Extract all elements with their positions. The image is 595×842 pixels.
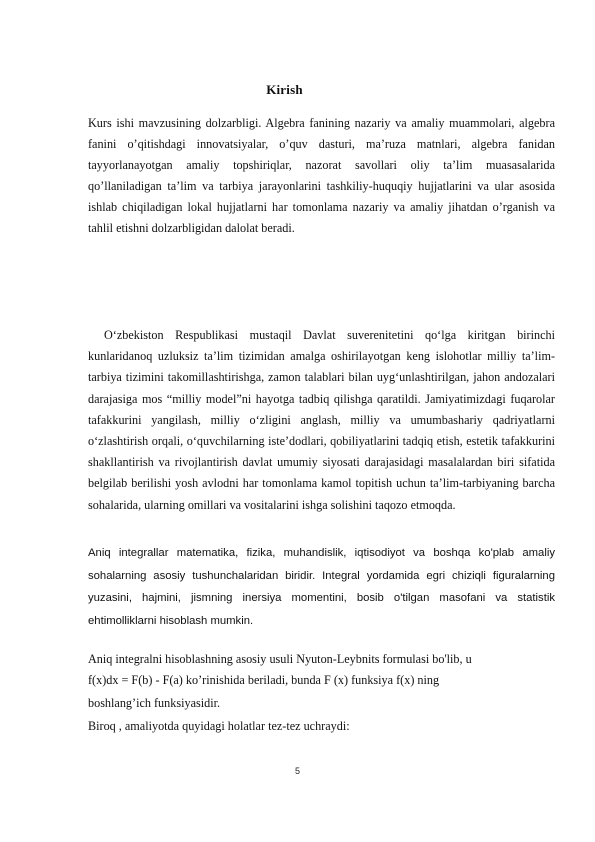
- text-line-antiderivative: boshlang’ich funksiyasidir.: [88, 696, 221, 710]
- section-heading: [0, 82, 595, 98]
- heading-text: Kirish: [266, 82, 303, 97]
- text-line-formula: f(x)dx = F(b) - F(a) ko’rinishida beriladi, bunda F (x) funksiya f(x) ning: [88, 673, 440, 687]
- paragraph-education-reform: O‘zbekiston Respublikasi mustaqil Davlat suverenitetini qo‘lga kiritgan birinchi kunlaridanoq uzluksiz ta’lim tizimidan amalga oshirilayotgan keng islohotlar milliy ta’lim-tarbiya tizimini takomillashtirishga, zamon talablari bilan uyg‘unlashtirilgan, jahon andozalari darajasiga mos “milliy model”ni hayotga tadbiq qilishga qaratildi. Jamiyatimizdagi fuqarolar tafakkurini yangilash, milliy o‘zligini anglash, milliy va umumbashariy qadriyatlarni o‘zlashtirish orqali, o‘quvchilarning iste’dodlari, qobiliyatlarini tadqiq etish, estetik tafakkurini shakllantirish va rivojlantirish davlat umumiy siyosati darajasidagi masalalardan biri sifatida belgilab berilishi yosh avlodni har tomonlama kamol topitish uchun ta’lim-tarbiyaning barcha sohalarida, ularning omillari va vositalarini ishga solishini taqozo etmoqda.: [88, 328, 555, 512]
- page-number: 5: [294, 766, 300, 776]
- paragraph-definite-integrals: Aniq integrallar matematika, fizika, muhandislik, iqtisodiyot va boshqa ko'plab amaliy sohalarning asosiy tushunchalaridan biridir. Integral yordamida egri chiziqli figuralarning yuzasini, hajmini, jismning inersiya momentini, bosib o'tilgan masofani va statistik ehtimolliklarni hisoblash mumkin.: [88, 547, 555, 627]
- text-line-practice-cases: Biroq , amaliyotda quyidagi holatlar tez-tez uchraydi:: [88, 719, 350, 733]
- paragraph-relevance: Kurs ishi mavzusining dolzarbligi. Algebra fanining nazariy va amaliy muammolari, algebra fanini o’qitishdagi innovatsiyalar, o’quv dasturi, ma’ruza matnlari, algebra fanidan tayyorlanayotgan amaliy topshiriqlar, nazorat savollari oliy ta’lim muasasalarida qo’llaniladigan ta’lim va tarbiya jarayonlarini tashkiliy-huquqiy hujjatlarini va ular asosida ishlab chiqiladigan lokal hujjatlarni har tomonlama nazariy va amaliy jihatdan o’rganish va tahlil etishni dolzarbligidan dalolat beradi.: [88, 116, 555, 236]
- text-line-newton-leibniz: Aniq integralni hisoblashning asosiy usuli Nyuton-Leybnits formulasi bo'lib, u: [88, 652, 472, 666]
